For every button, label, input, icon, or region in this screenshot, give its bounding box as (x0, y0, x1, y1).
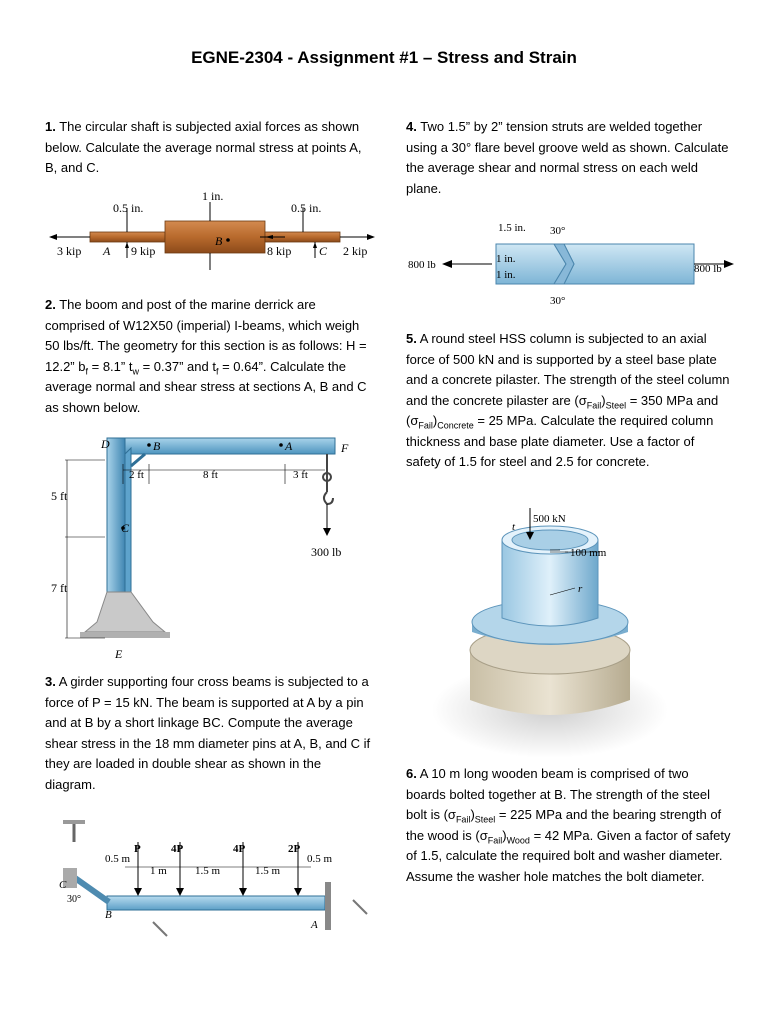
figure-2-derrick (45, 432, 375, 664)
problem-number: 1. (45, 119, 56, 134)
label-15m-2: 1.5 m (255, 865, 281, 877)
label-d: D (101, 437, 110, 451)
label-4p-1: 4P (171, 843, 184, 855)
label-c: C (59, 879, 67, 891)
label-8kip: 8 kip (267, 244, 292, 258)
problem-2: 2. The boom and post of the marine derrick are comprised of W12X50 (imperial) I-beams, which weigh 50 lbs/ft. The geometry for this section is as follows: H = 12.2” $b_f = 8.1$” $t_w = 0.37$” and $t_f = 0.64$”. Calculate the average normal and shear stress at sections A, B and C as shown below. (45, 297, 367, 415)
label-05m-right: 0.5 m (307, 853, 333, 865)
label-point-c: C (319, 244, 328, 258)
label-b: B (105, 909, 112, 921)
problem-number: 3. (45, 674, 56, 689)
problem-5: 5. A round steel HSS column is subjected to an axial force of 500 kN and is supported by a steel base plate and a concrete pilaster. The strength of the steel column and the concrete pilaster are $(\sigma_{Fail})_{Steel} = 350$ MPa and $(\sigma_{Fail})_{Concrete} = 25$ MPa. Calculate the required column thickness and base plate diameter. Use a factor of safety of 1.5 for steel and 2.5 for concrete. (406, 331, 730, 469)
figure-1-shaft (45, 188, 375, 270)
label-300lb: 300 lb (311, 545, 342, 559)
label-f: F (341, 441, 349, 455)
problem-number: 2. (45, 297, 56, 312)
page-title: EGNE-2304 - Assignment #1 – Stress and Strain (191, 48, 577, 67)
label-4p-2: 4P (233, 843, 246, 855)
problem-number: 5. (406, 331, 417, 346)
label-8ft: 8 ft (203, 469, 218, 481)
label-05m-left: 0.5 m (105, 853, 131, 865)
label-800lb-right: 800 lb (694, 263, 722, 275)
figure-3-girder (45, 812, 385, 944)
label-3ft: 3 ft (293, 469, 308, 481)
problem-3 (45, 672, 375, 795)
label-1m: 1 m (150, 865, 167, 877)
label-point-a: A (103, 244, 111, 258)
label-05in-left: 0.5 in. (113, 201, 144, 215)
problem-4 (406, 117, 736, 199)
label-1in-b: 1 in. (496, 269, 516, 281)
label-e: E (115, 647, 123, 661)
label-b: B (153, 439, 161, 453)
label-7ft: 7 ft (51, 581, 68, 595)
problem-number: 4. (406, 119, 417, 134)
problem-text: The circular shaft is subjected axial forces as shown below. Calculate the average normal stress at points A, B, and C. (45, 119, 362, 175)
problem-text: A girder supporting four cross beams is subjected to a force of P = 15 kN. The beam is supported at A by a pin and at B by a short linkage BC. Compute the average shear stress in the 18 mm diameter pins at A, B, and C if they are loaded in double shear as shown in the diagram. (45, 674, 371, 792)
label-30deg: 30° (67, 894, 81, 905)
label-a: A (285, 439, 293, 453)
problem-1 (45, 117, 375, 179)
label-5ft: 5 ft (51, 489, 68, 503)
problem-text: Two 1.5” by 2” tension struts are welded together using a 30° flare bevel groove weld as shown. Calculate the average shear and normal stress on each weld plane. (406, 119, 729, 196)
label-30deg-top: 30° (550, 225, 566, 237)
label-2ft: 2 ft (129, 469, 144, 481)
label-p: P (134, 843, 141, 855)
label-2p: 2P (288, 843, 301, 855)
figure-5-column (430, 500, 730, 760)
problem-6: 6. A 10 m long wooden beam is comprised of two boards bolted together at B. The strength of the steel bolt is $(\sigma_{Fail})_{Steel} = 225$ MPa and the bearing strength of the wood is $(\sigma_{Fail})_{Wood} = 42$ MPa. Given a factor of safety of 1.5, calculate the required bolt and washer diameter. Assume the washer hole matches the bolt diameter. (406, 766, 731, 884)
label-r: r (578, 583, 583, 595)
label-30deg-bottom: 30° (550, 295, 566, 307)
label-point-b: B (215, 234, 223, 248)
label-1in-a: 1 in. (496, 253, 516, 265)
label-c: C (121, 521, 130, 535)
label-15in: 1.5 in. (498, 222, 526, 234)
label-1in: 1 in. (202, 189, 224, 203)
label-a: A (311, 919, 318, 931)
label-3kip: 3 kip (57, 244, 82, 258)
label-05in-right: 0.5 in. (291, 201, 322, 215)
label-2kip: 2 kip (343, 244, 368, 258)
label-500kn: 500 kN (533, 513, 566, 525)
label-100mm: 100 mm (570, 547, 607, 559)
problem-number: 6. (406, 766, 417, 781)
label-t: t (512, 521, 516, 533)
figure-4-weld (404, 216, 734, 310)
label-15m-1: 1.5 m (195, 865, 221, 877)
label-9kip: 9 kip (131, 244, 156, 258)
label-800lb-left: 800 lb (408, 259, 436, 271)
